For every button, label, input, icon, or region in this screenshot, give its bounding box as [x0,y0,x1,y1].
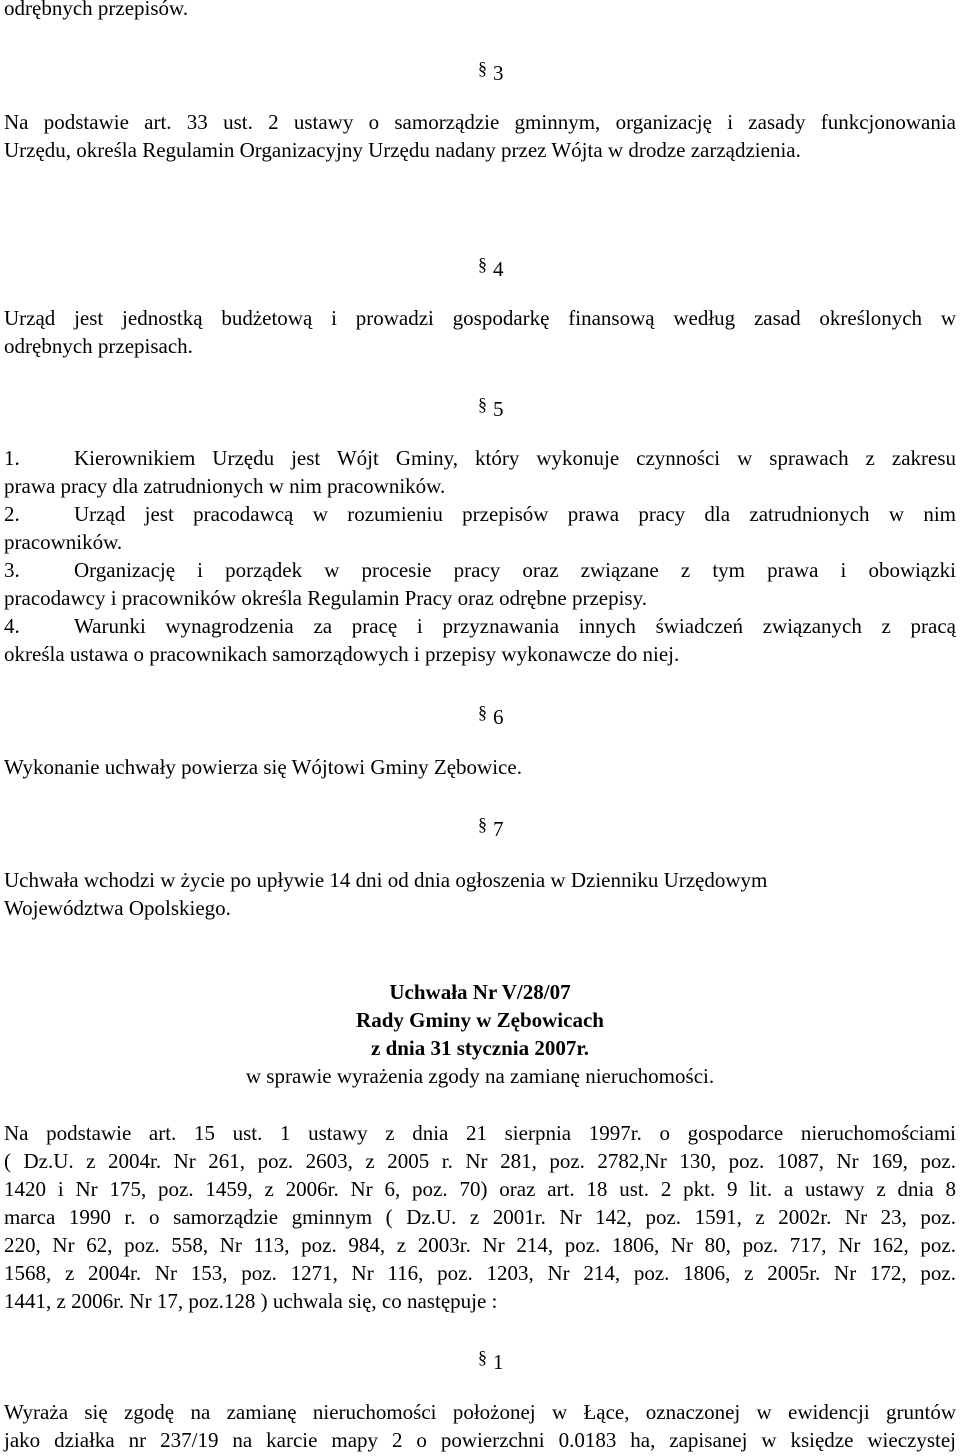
section-6-heading [478,698,538,731]
section-6-paragraph [4,753,956,781]
section-3-paragraph [4,108,956,164]
section-5-heading [478,390,538,423]
legal-basis [4,1119,956,1315]
section-1-paragraph [4,1398,956,1454]
section-number: 4 [493,257,504,281]
text-line: prawa pracy dla zatrudnionych w nim pracowników. [4,474,446,498]
text-line: pracowników. [4,530,123,554]
text-line: marca 1990 r. o samorządzie gminnym ( Dz.U. z 2001r. Nr 142, poz. 1591, z 2002r. Nr 23, poz. [4,1205,956,1229]
item-text: Urząd jest pracodawcą w rozumieniu przepisów prawa pracy dla zatrudnionych w nim [74,502,956,526]
text-line: ( Dz.U. z 2004r. Nr 261, poz. 2603, z 2005 r. Nr 281, poz. 2782,Nr 130, poz. 1087, Nr 169, poz. [4,1149,956,1173]
section-4-paragraph [4,304,956,360]
list-item [4,444,956,500]
item-number: 4. [4,614,20,638]
section-7-paragraph [4,866,956,922]
section-sign: § [478,702,487,722]
section-1-heading [478,1343,538,1376]
resolution-date: z dnia 31 stycznia 2007r. [371,1036,589,1060]
item-number: 2. [4,502,20,526]
text-line: Urzędu, określa Regulamin Organizacyjny Urzędu nadany przez Wójta w drodze zarządzienia. [4,138,801,162]
section-sign: § [478,814,487,834]
section-sign: § [478,394,487,414]
section-number: 7 [493,817,504,841]
resolution-header [0,978,960,1090]
text-line: pracodawcy i pracowników określa Regulamin Pracy oraz odrębne przepisy. [4,586,647,610]
text-line: Województwa Opolskiego. [4,896,231,920]
text-line [4,556,956,584]
item-text: Organizację i porządek w procesie pracy oraz związane z tym prawa i obowiązki [74,558,956,582]
list-item [4,612,956,668]
text-line: Urząd jest jednostką budżetową i prowadzi gospodarkę finansową według zasad określonych w [4,306,956,330]
text-line: jako działka nr 237/19 na karcie mapy 2 o powierzchni 0.0183 ha, zapisanej w księdze wieczystej [4,1428,956,1452]
section-number: 5 [493,397,504,421]
list-item [4,500,956,556]
item-text: Warunki wynagrodzenia za pracę i przyznawania innych świadczeń związanych z pracą [74,614,956,638]
section-sign: § [478,58,487,78]
resolution-subject: w sprawie wyrażenia zgody na zamianę nieruchomości. [245,1064,715,1088]
text-line: Wyraża się zgodę na zamianę nieruchomości położonej w Łące, oznaczonej w ewidencji gruntów [4,1400,956,1424]
text-line: odrębnych przepisów. [4,0,189,20]
text-line: 220, Nr 62, poz. 558, Nr 113, poz. 984, z 2003r. Nr 214, poz. 1806, Nr 80, poz. 717, Nr 162, poz. [4,1233,956,1257]
text-line [4,444,956,472]
text-line: 1420 i Nr 175, poz. 1459, z 2006r. Nr 6, poz. 70) oraz art. 18 ust. 2 pkt. 9 lit. a ustawy z dnia 8 [4,1177,956,1201]
section-5-list [4,444,956,668]
text-line: określa ustawa o pracownikach samorządowych i przepisy wykonawcze do niej. [4,642,680,666]
text-line: Uchwała wchodzi w życie po upływie 14 dni od dnia ogłoszenia w Dzienniku Urzędowym [4,868,768,892]
section-7-heading [478,810,538,843]
text-line: odrębnych przepisach. [4,334,193,358]
item-text: Kierownikiem Urzędu jest Wójt Gminy, który wykonuje czynności w sprawach z zakresu [74,446,956,470]
text-line: 1441, z 2006r. Nr 17, poz.128 ) uchwala się, co następuje : [4,1289,498,1313]
text-line [4,612,956,640]
resolution-council: Rady Gminy w Zębowicach [356,1008,604,1032]
top-fragment [4,0,956,22]
text-line: 1568, z 2004r. Nr 153, poz. 1271, Nr 116, poz. 1203, Nr 214, poz. 1806, z 2005r. Nr 172, poz. [4,1261,956,1285]
text-line: Wykonanie uchwały powierza się Wójtowi Gminy Zębowice. [4,755,522,779]
section-number: 1 [493,1350,504,1374]
text-line: Na podstawie art. 33 ust. 2 ustawy o samorządzie gminnym, organizację i zasady funkcjonowania [4,110,956,134]
section-4-heading [478,250,538,283]
list-item [4,556,956,612]
text-line [4,500,956,528]
section-3-heading [478,54,538,87]
text-line: Na podstawie art. 15 ust. 1 ustawy z dnia 21 sierpnia 1997r. o gospodarce nieruchomościami [4,1121,956,1145]
section-number: 3 [493,61,504,85]
item-number: 3. [4,558,20,582]
section-number: 6 [493,705,504,729]
section-sign: § [478,1347,487,1367]
section-sign: § [478,254,487,274]
resolution-title: Uchwała Nr V/28/07 [389,980,571,1004]
item-number: 1. [4,446,20,470]
